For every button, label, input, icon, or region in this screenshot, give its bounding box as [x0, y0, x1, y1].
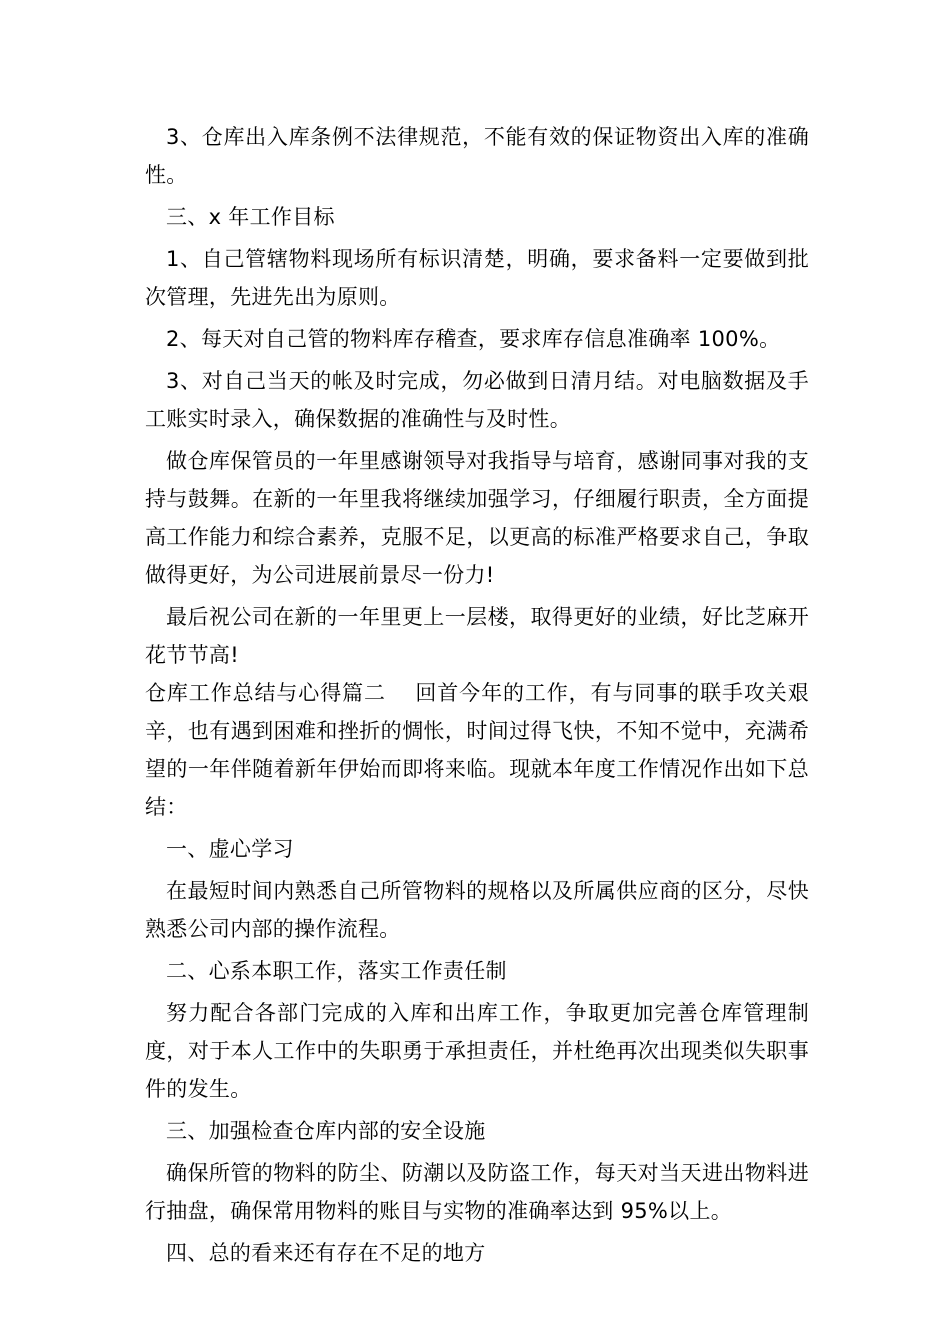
paragraph-goal-3: 3、对自己当天的帐及时完成，勿必做到日清月结。对电脑数据及手工账实时录入，确保数据的准确性与及时性。 [145, 369, 809, 431]
paragraph-part-two-intro: 仓库工作总结与心得篇二 回首今年的工作，有与同事的联手攻关艰辛，也有遇到困难和挫折的惆怅，时间过得飞快，不知不觉中，充满希望的一年伴随着新年伊始而即将来临。现就本年度工作情况作出如下总结： [145, 681, 809, 819]
heading-humble-learning: 一、虚心学习 [166, 837, 294, 861]
paragraph-inventory-rules: 3、仓库出入库条例不法律规范，不能有效的保证物资出入库的准确性。 [145, 125, 809, 187]
paragraph-safety: 确保所管的物料的防尘、防潮以及防盗工作，每天对当天进出物料进行抽盘，确保常用物料的账目与实物的准确率达到 95%以上。 [145, 1161, 809, 1223]
paragraph-goal-2: 2、每天对自己管的物料库存稽查，要求库存信息准确率 100%。 [166, 327, 781, 351]
document-body [145, 118, 809, 1276]
heading-work-goals: 三、x 年工作目标 [166, 205, 335, 229]
paragraph-learning: 在最短时间内熟悉自己所管物料的规格以及所属供应商的区分，尽快熟悉公司内部的操作流程。 [145, 879, 809, 941]
heading-shortcomings: 四、总的看来还有存在不足的地方 [166, 1241, 486, 1265]
heading-safety: 三、加强检查仓库内部的安全设施 [166, 1119, 486, 1143]
paragraph-thanks: 做仓库保管员的一年里感谢领导对我指导与培育，感谢同事对我的支持与鼓舞。在新的一年里我将继续加强学习，仔细履行职责，全方面提高工作能力和综合素养，克服不足，以更高的标准严格要求自己，争取做得更好，为公司进展前景尽一份力! [145, 449, 809, 587]
heading-responsibility: 二、心系本职工作，落实工作责任制 [166, 959, 507, 983]
paragraph-wishes: 最后祝公司在新的一年里更上一层楼，取得更好的业绩，好比芝麻开花节节高! [145, 605, 809, 667]
paragraph-goal-1: 1、自己管辖物料现场所有标识清楚，明确，要求备料一定要做到批次管理，先进先出为原则。 [145, 247, 809, 309]
paragraph-responsibility: 努力配合各部门完成的入库和出库工作，争取更加完善仓库管理制度，对于本人工作中的失职勇于承担责任，并杜绝再次出现类似失职事件的发生。 [145, 1001, 809, 1101]
